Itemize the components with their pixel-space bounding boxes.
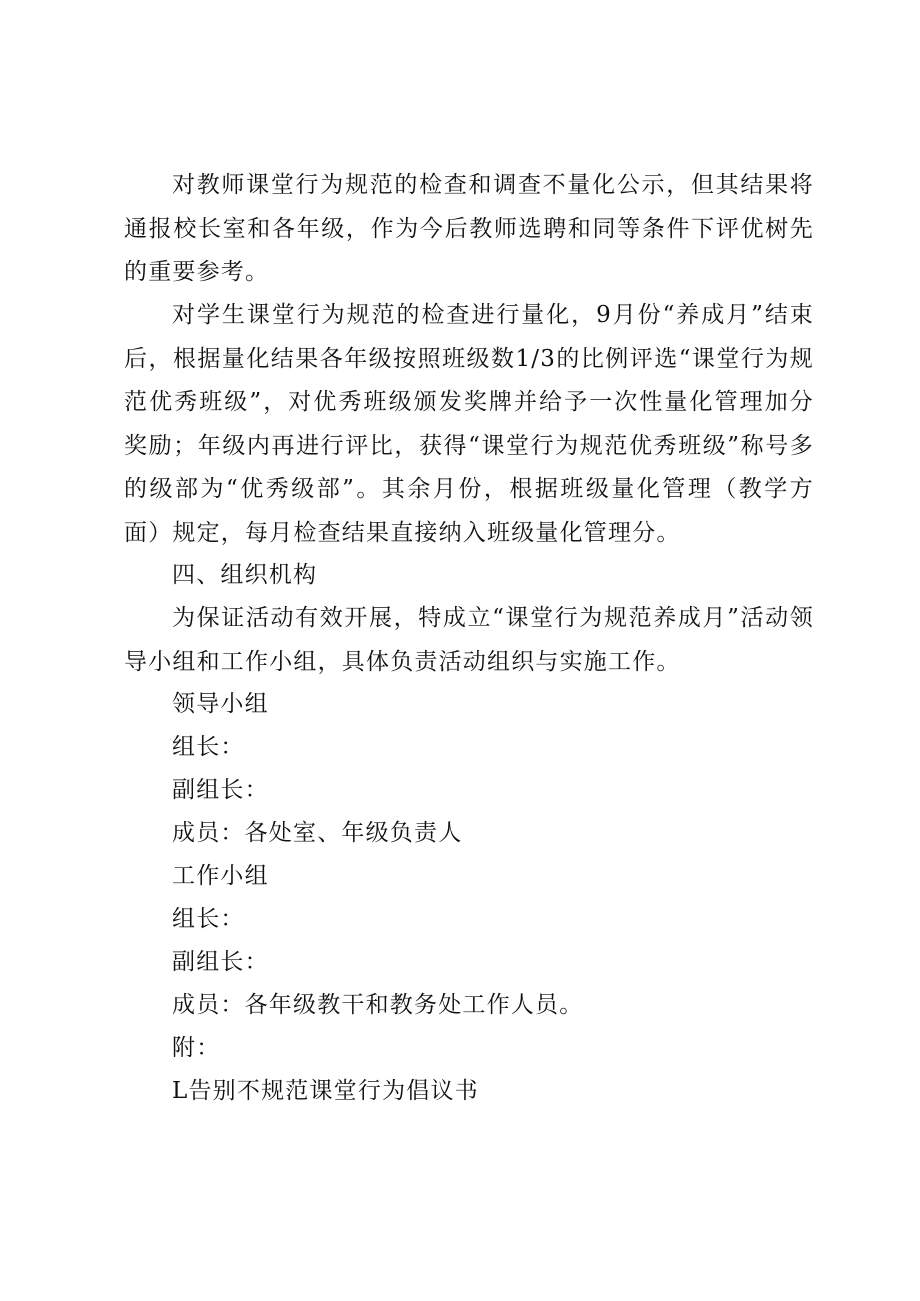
appendix-label: 附： — [172, 1035, 221, 1061]
working-group-title: 工作小组 — [172, 863, 269, 889]
leading-group-leader: 组长： — [172, 734, 245, 760]
section-heading: 四、组织机构 — [172, 562, 318, 588]
paragraph-organization-intro: 为保证活动有效开展，特成立“课堂行为规范养成月”活动领导小组和工作小组，具体负责活动组织与实施工作。 — [124, 605, 814, 675]
leading-group-members: 成员：各处室、年级负责人 — [172, 820, 463, 846]
appendix-item: L告别不规范课堂行为倡议书 — [172, 1078, 479, 1104]
leading-group-title: 领导小组 — [172, 691, 269, 717]
working-group-members: 成员：各年级教干和教务处工作人员。 — [172, 992, 584, 1018]
working-group-leader: 组长： — [172, 906, 245, 932]
leading-group-deputy: 副组长： — [172, 777, 269, 803]
paragraph-teacher-behavior: 对教师课堂行为规范的检查和调查不量化公示，但其结果将通报校长室和各年级，作为今后教师选聘和同等条件下评优树先的重要参考。 — [124, 172, 814, 285]
working-group-deputy: 副组长： — [172, 949, 269, 975]
paragraph-student-behavior: 对学生课堂行为规范的检查进行量化，9月份“养成月”结束后，根据量化结果各年级按照班级数1/3的比例评选“课堂行为规范优秀班级”，对优秀班级颁发奖牌并给予一次性量化管理加分奖励；年级内再进行评比，获得“课堂行为规范优秀班级”称号多的级部为“优秀级部”。其余月份，根据班级量化管理（教学方面）规定，每月检查结果直接纳入班级量化管理分。 — [124, 302, 814, 546]
